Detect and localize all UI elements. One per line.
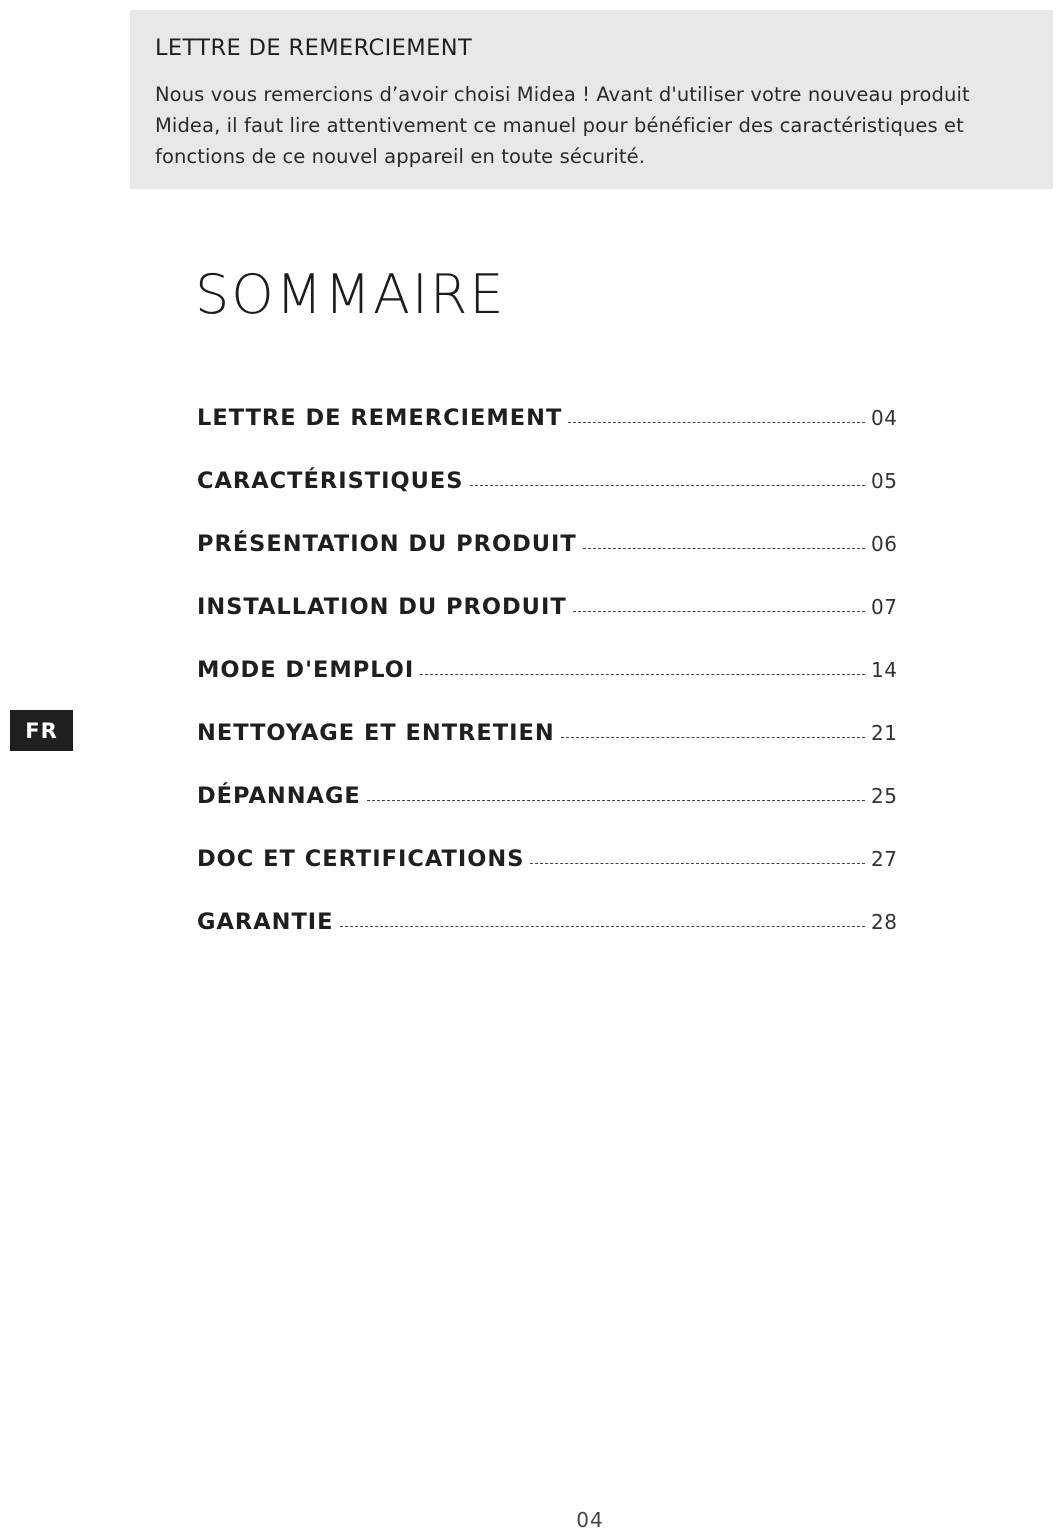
toc-entry-label: MODE D'EMPLOI <box>197 657 415 683</box>
toc-dot-leader <box>573 611 865 612</box>
thank-you-title: LETTRE DE REMERCIEMENT <box>155 35 473 61</box>
toc-entry-label: PRÉSENTATION DU PRODUIT <box>197 531 577 557</box>
toc-entry[interactable] <box>197 843 909 873</box>
language-tab: FR <box>10 710 73 751</box>
toc-entry-label: LETTRE DE REMERCIEMENT <box>197 405 563 431</box>
toc-entry-page: 05 <box>871 469 898 493</box>
toc-dot-leader <box>583 548 865 549</box>
thank-you-text: Nous vous remercions d’avoir choisi Midea ! Avant d'utiliser votre nouveau produit Midea, il faut lire attentivement ce manuel pour bénéficier des caractéristiques et fonctions de ce nouvel appareil en toute sécurité. <box>155 83 970 168</box>
toc-dot-leader <box>340 926 865 927</box>
toc-entry[interactable] <box>197 780 909 810</box>
toc-entry[interactable] <box>197 906 909 936</box>
table-of-contents-title: SOMMAIRE <box>195 263 506 326</box>
toc-dot-leader <box>530 863 865 864</box>
toc-dot-leader <box>367 800 865 801</box>
toc-entry[interactable] <box>197 465 909 495</box>
toc-entry-label: DOC ET CERTIFICATIONS <box>197 846 525 872</box>
toc-dot-leader <box>470 485 866 486</box>
toc-entry-page: 04 <box>871 406 898 430</box>
toc-entry-page: 28 <box>871 910 898 934</box>
toc-entry-label: NETTOYAGE ET ENTRETIEN <box>197 720 555 746</box>
toc-dot-leader <box>568 422 865 423</box>
toc-entry[interactable] <box>197 402 909 432</box>
toc-entry-page: 25 <box>871 784 898 808</box>
toc-entry-page: 06 <box>871 532 898 556</box>
toc-entry[interactable] <box>197 717 909 747</box>
toc-entry-label: DÉPANNAGE <box>197 783 361 809</box>
toc-entry-page: 21 <box>871 721 898 745</box>
toc-entry[interactable] <box>197 591 909 621</box>
toc-dot-leader <box>420 674 865 675</box>
toc-entry-label: INSTALLATION DU PRODUIT <box>197 594 567 620</box>
toc-entry[interactable] <box>197 654 909 684</box>
toc-entry-label: CARACTÉRISTIQUES <box>197 468 464 494</box>
thank-you-box <box>130 10 1053 189</box>
toc-dot-leader <box>561 737 865 738</box>
toc-entry-page: 14 <box>871 658 898 682</box>
toc-entry-page: 27 <box>871 847 898 871</box>
toc-entry[interactable] <box>197 528 909 558</box>
page-number: 04 <box>576 1508 604 1532</box>
toc-entry-page: 07 <box>871 595 898 619</box>
toc-entry-label: GARANTIE <box>197 909 334 935</box>
